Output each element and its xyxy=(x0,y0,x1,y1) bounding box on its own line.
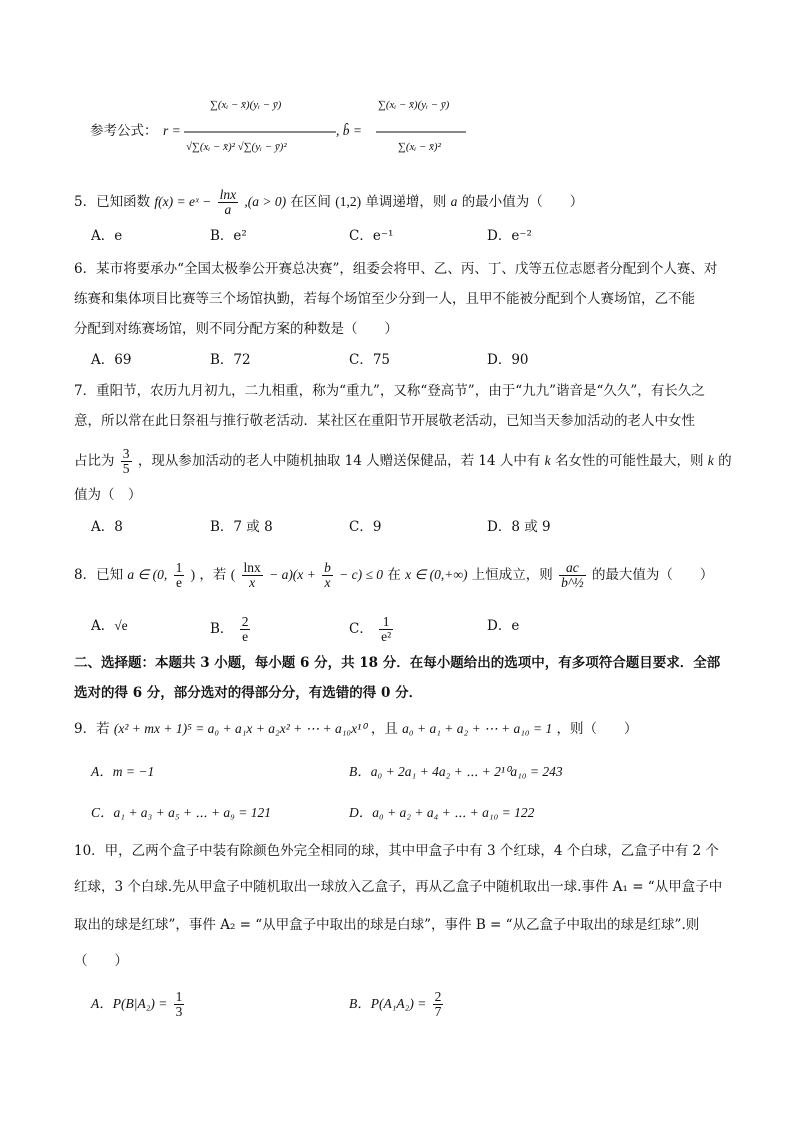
q7-line3-post: ，现从参加活动的老人中随机抽取 14 人赠送保健品，若 14 人中有 xyxy=(137,453,541,469)
q6-line-3: 分配到对练赛场馆，则不同分配方案的种数是（ ） xyxy=(74,321,398,337)
q8-expr-fraction-1 xyxy=(242,561,263,590)
q10-option-b[interactable] xyxy=(349,990,445,1019)
q7-line3-mid: 名女性的可能性最大，则 xyxy=(554,453,704,469)
q10-option-b-num: 2 xyxy=(434,989,442,1004)
q7-option-b[interactable]: B．7 或 8 xyxy=(210,519,273,535)
section-2-line-1 xyxy=(74,652,720,674)
q8-b-num: b xyxy=(324,560,331,575)
q6-option-b[interactable]: B．72 xyxy=(210,352,251,368)
q8-b-den: x xyxy=(324,575,331,590)
q5-pre: 5．已知函数 xyxy=(74,194,151,210)
q5-mid: 在区间 xyxy=(290,194,331,210)
q5-fraction xyxy=(218,188,239,217)
q8-c1-num: 1 xyxy=(175,560,183,575)
q8-option-b-label: B． xyxy=(210,621,234,637)
q7-option-c[interactable]: C．9 xyxy=(349,519,382,535)
q8-expr-end: − c) ≤ 0 xyxy=(339,567,384,582)
q8-expr-open: ( xyxy=(230,567,236,582)
q10-option-a[interactable] xyxy=(91,990,186,1019)
q8-option-b-den: e xyxy=(242,629,249,644)
q10-option-b-label: B．P(A₁A₂) = xyxy=(349,996,427,1011)
q7-line-1: 7．重阳节，农历九月初九，二九相重，称为“重九”，又称“登高节”，由于“九九”谐音是“久久”，有长久之 xyxy=(74,383,705,399)
q6-line-1: 6．某市将要承办“全国太极拳公开赛总决赛”，组委会将甲、乙、丙、丁、戊等五位志愿者分配到个人赛、对 xyxy=(74,261,718,277)
q7-line3-end: 的 xyxy=(718,453,732,469)
q8-option-c[interactable] xyxy=(349,615,395,644)
q10-option-a-den: 3 xyxy=(175,1004,183,1019)
q10-line-2: 红球，3 个白球.先从甲盒子中随机取出一球放入乙盒子，再从乙盒子中随机取出一球.事件 A₁ = “从甲盒子中 xyxy=(74,879,723,895)
q8-option-c-den: e² xyxy=(381,629,392,644)
question-5-stem xyxy=(74,188,583,217)
q8-end: 的最大值为（ ） xyxy=(591,567,714,583)
q7-fraction xyxy=(121,447,132,476)
q8-domain: x ∈ (0,+∞) xyxy=(405,567,468,582)
q9-option-c[interactable]: C．a₁ + a₃ + a₅ + ⋯ + a₉ = 121 xyxy=(91,805,271,820)
formula-b-lhs: , b̂ = xyxy=(336,123,362,138)
section-2-line-2: 选对的得 6 分，部分选对的得部分分，有选错的得 0 分． xyxy=(74,685,423,701)
q7-k-1: k xyxy=(544,453,551,468)
q7-frac-num: 3 xyxy=(122,446,130,461)
q8-stem xyxy=(74,561,713,590)
formula-b-numerator: ∑(xᵢ − x̄)(yᵢ − ȳ) xyxy=(378,99,450,111)
q7-line-4: 值为（ ） xyxy=(74,487,142,503)
q8-pre: 8．已知 xyxy=(74,567,124,583)
q8-e-den: x xyxy=(249,575,256,590)
q8-ratio xyxy=(559,561,586,590)
q10-line-1: 10．甲，乙两个盒子中装有除颜色外完全相同的球，其中甲盒子中有 3 个红球，4 个白球，乙盒子中有 2 个 xyxy=(74,843,719,859)
q5-post: 单调递增，则 xyxy=(365,194,447,210)
q8-mid2: 在 xyxy=(387,567,401,583)
q10-option-a-label: A．P(B|A₂) = xyxy=(91,996,168,1011)
q10-option-b-fraction xyxy=(433,990,444,1019)
q8-option-c-label: C． xyxy=(349,621,373,637)
q5-option-c[interactable]: C．e⁻¹ xyxy=(349,228,394,244)
q6-option-d[interactable]: D．90 xyxy=(487,352,529,368)
q8-option-b-num: 2 xyxy=(241,614,249,629)
q8-option-b-fraction xyxy=(240,615,251,644)
q6-line-2: 练赛和集体项目比赛等三个场馆执勤，若每个场馆至少分到一人，且甲不能被分配到个人赛场馆，乙不能 xyxy=(74,291,695,307)
q8-e-num: lnx xyxy=(243,560,261,575)
q8-mid1: ，若 xyxy=(199,567,227,583)
q7-line-2: 意，所以常在此日祭祖与推行敬老活动．某社区在重阳节开展敬老活动，已知当天参加活动的老人中女性 xyxy=(74,413,695,429)
q8-ratio-den: b^½ xyxy=(561,575,584,590)
q7-k-2: k xyxy=(707,453,714,468)
formula-r-denominator: √∑(xᵢ − x̄)² √∑(yᵢ − ȳ)² xyxy=(186,141,287,153)
q5-interval: (1,2) xyxy=(335,194,362,209)
q8-option-c-fraction xyxy=(379,615,393,644)
q10-option-b-den: 7 xyxy=(434,1004,442,1019)
q10-option-a-fraction xyxy=(174,990,185,1019)
q7-option-a[interactable]: A．8 xyxy=(91,519,123,535)
q8-cond1-end: ) xyxy=(190,567,196,582)
q10-line-3: 取出的球是红球”，事件 A₂ = “从甲盒子中取出的球是白球”，事件 B = “从乙盒子中取出的球是红球”.则 xyxy=(74,917,700,933)
q7-option-d[interactable]: D．8 或 9 xyxy=(487,519,551,535)
q8-expr-mid: − a)(x + xyxy=(269,567,316,582)
q7-frac-den: 5 xyxy=(122,461,130,476)
q8-option-a-value: √e xyxy=(114,618,128,633)
q8-expr-fraction-2 xyxy=(322,561,333,590)
q8-cond1: a ∈ (0, xyxy=(127,567,168,582)
q9-pre: 9．若 xyxy=(74,721,110,737)
q5-var: a xyxy=(450,194,458,209)
formula-b-denominator: ∑(xᵢ − x̄)² xyxy=(398,141,441,153)
q8-cond1-fraction xyxy=(174,561,185,590)
formula-r-lhs: r = xyxy=(163,123,181,138)
q9-option-d[interactable]: D．a₀ + a₂ + a₄ + ⋯ + a₁₀ = 122 xyxy=(349,805,535,820)
q5-frac-den: a xyxy=(224,202,232,217)
q6-option-a[interactable]: A．69 xyxy=(91,352,132,368)
q6-option-c[interactable]: C．75 xyxy=(349,352,391,368)
q9-mid: ，且 xyxy=(370,721,398,737)
q5-option-b[interactable]: B．e² xyxy=(210,228,247,244)
q7-line-3 xyxy=(74,447,732,476)
q9-end: ，则（ ） xyxy=(556,721,638,737)
q10-line-4: （ ） xyxy=(74,953,128,969)
section-2-instructions: 本题共 3 小题，每小题 6 分，共 18 分．在每小题给出的选项中，有多项符合题目要求．全部 xyxy=(155,655,721,671)
q10-option-a-num: 1 xyxy=(175,989,183,1004)
q8-option-b[interactable] xyxy=(210,615,252,644)
q5-frac-num: lnx xyxy=(219,187,237,202)
formula-r-numerator: ∑(xᵢ − x̄)(yᵢ − ȳ) xyxy=(210,99,282,111)
q5-option-d[interactable]: D．e⁻² xyxy=(487,228,532,244)
q8-option-c-num: 1 xyxy=(379,615,393,630)
q5-condition: ,(a > 0) xyxy=(244,194,287,209)
q8-ratio-num: ac xyxy=(559,561,586,576)
q8-option-a[interactable] xyxy=(91,615,128,637)
q8-option-d[interactable]: D．e xyxy=(487,618,520,634)
q8-option-a-label: A． xyxy=(91,618,115,634)
section-2-title: 二、选择题： xyxy=(74,655,155,671)
q5-end: 的最小值为（ ） xyxy=(461,194,584,210)
q9-stem xyxy=(74,718,638,740)
q7-line3-pre: 占比为 xyxy=(74,453,115,469)
q5-function: f(x) = eˣ − xyxy=(154,194,212,209)
formula-label: 参考公式： xyxy=(90,123,158,139)
q9-option-a[interactable]: A．m = −1 xyxy=(91,764,155,779)
q8-mid3: 上恒成立，则 xyxy=(471,567,553,583)
q8-c1-den: e xyxy=(175,575,182,590)
q9-option-b[interactable]: B．a₀ + 2a₁ + 4a₂ + ⋯ + 2¹⁰a₁₀ = 243 xyxy=(349,764,563,779)
q9-expression: (x² + mx + 1)⁵ = a₀ + a₁x + a₂x² + ⋯ + a₁₀x¹⁰ xyxy=(113,721,367,736)
q9-condition: a₀ + a₁ + a₂ + ⋯ + a₁₀ = 1 xyxy=(402,721,553,736)
q5-option-a[interactable]: A．e xyxy=(91,228,123,244)
